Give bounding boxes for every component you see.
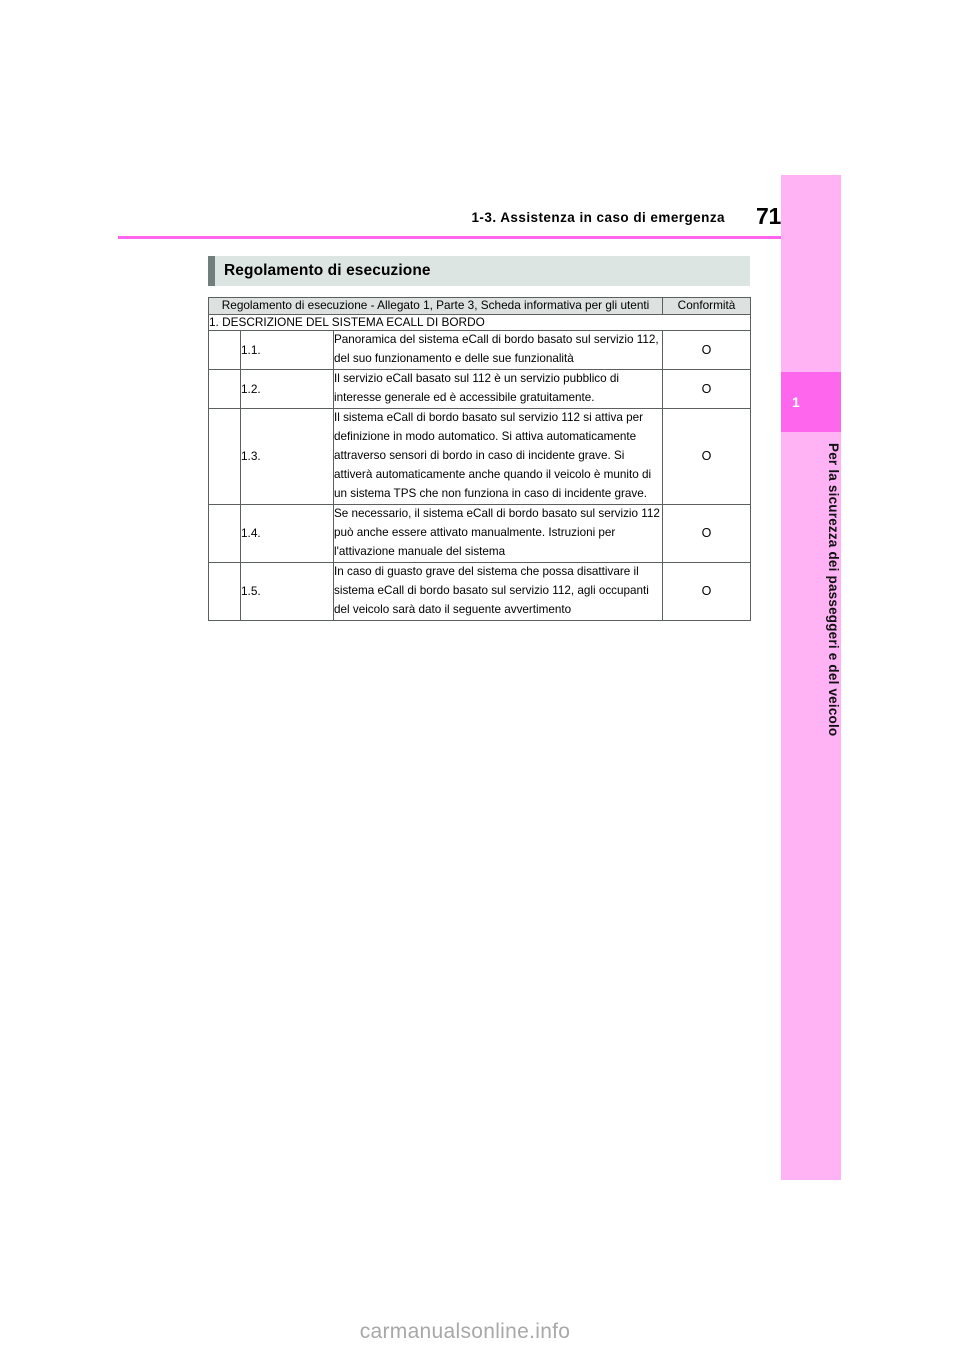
- section-heading: [208, 256, 750, 286]
- page-header: [118, 203, 781, 234]
- table-section-title: 1. DESCRIZIONE DEL SISTEMA ECALL DI BORDO: [209, 314, 751, 330]
- table-header-conformity: Conformità: [663, 298, 751, 315]
- row-spacer-cell: [209, 370, 241, 409]
- table-header-requirement: Regolamento di esecuzione - Allegato 1, Parte 3, Scheda informativa per gli utenti: [209, 298, 663, 315]
- row-requirement-text: Panoramica del sistema eCall di bordo basato sul servizio 112, del suo funzionamento e delle sue funzionalità: [334, 331, 663, 370]
- row-spacer-cell: [209, 331, 241, 370]
- row-requirement-text: Il sistema eCall di bordo basato sul servizio 112 si attiva per definizione in modo automatico. Si attiva automaticamente attraverso sensori di bordo in caso di incidente grave. Si attiverà automaticamente anche quando il veicolo è munito di un sistema TPS che non funziona in caso di incidente grave.: [334, 409, 663, 505]
- footer-watermark: carmanualsonline.info: [359, 1320, 571, 1343]
- row-number: 1.1.: [241, 331, 334, 370]
- row-number: 1.3.: [241, 409, 334, 505]
- table-row: [209, 409, 751, 505]
- page-number: 71: [756, 203, 781, 229]
- table-row: [209, 331, 751, 370]
- table-row: [209, 370, 751, 409]
- header-rule: [118, 236, 781, 239]
- row-requirement-text: Se necessario, il sistema eCall di bordo basato sul servizio 112 può anche essere attivato manualmente. Istruzioni per l'attivazione manuale del sistema: [334, 504, 663, 562]
- row-conformity: O: [663, 370, 751, 409]
- table-section-row: [209, 314, 751, 330]
- thumb-index-chapter-label: Per la sicurezza dei passeggeri e del veicolo: [826, 443, 841, 737]
- regulation-table: [208, 297, 751, 621]
- row-requirement-text: Il servizio eCall basato sul 112 è un servizio pubblico di interesse generale ed è accessibile gratuitamente.: [334, 370, 663, 409]
- row-conformity: O: [663, 409, 751, 505]
- row-spacer-cell: [209, 409, 241, 505]
- row-conformity: O: [663, 331, 751, 370]
- table-row: [209, 562, 751, 620]
- row-conformity: O: [663, 504, 751, 562]
- header-chapter-title: 1-3. Assistenza in caso di emergenza: [471, 210, 725, 225]
- thumb-index-chapter-number: 1: [781, 372, 841, 432]
- row-spacer-cell: [209, 504, 241, 562]
- row-number: 1.5.: [241, 562, 334, 620]
- table-header-row: [209, 298, 751, 315]
- row-requirement-text: In caso di guasto grave del sistema che possa disattivare il sistema eCall di bordo basato sul servizio 112, agli occupanti del veicolo sarà dato il seguente avvertimento: [334, 562, 663, 620]
- row-number: 1.2.: [241, 370, 334, 409]
- section-heading-title: Regolamento di esecuzione: [224, 262, 431, 279]
- row-spacer-cell: [209, 562, 241, 620]
- section-heading-accent-bar: [208, 256, 215, 286]
- row-conformity: O: [663, 562, 751, 620]
- table-row: [209, 504, 751, 562]
- thumb-index-band: [781, 175, 841, 1180]
- row-number: 1.4.: [241, 504, 334, 562]
